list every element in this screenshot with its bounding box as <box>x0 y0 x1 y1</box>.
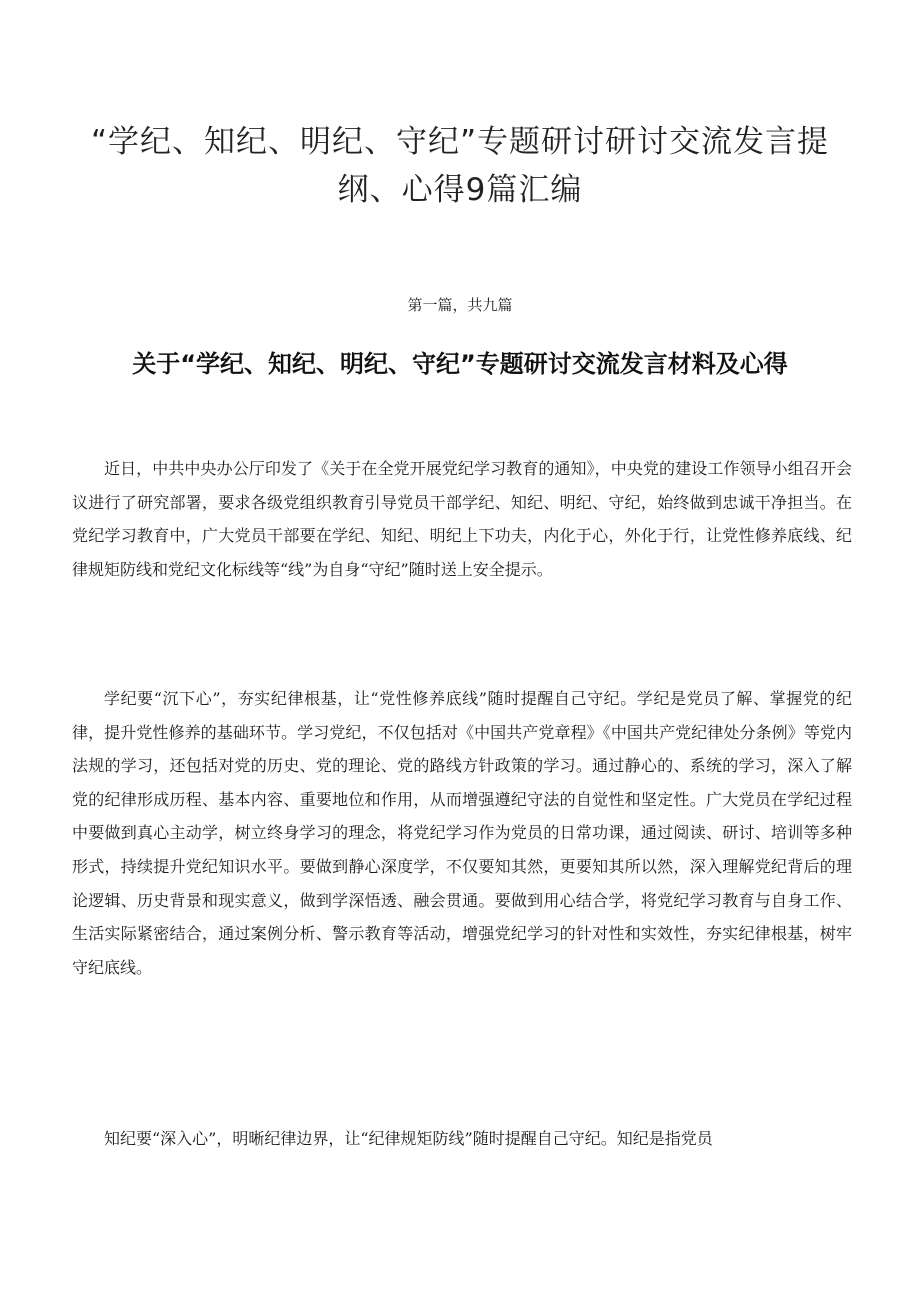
part-label: 第一篇，共九篇 <box>407 296 513 314</box>
paragraph-know-discipline: 知纪要“深入心”，明晰纪律边界，让“纪律规矩防线”随时提醒自己守纪。知纪是指党员 <box>104 1129 713 1148</box>
section-title: 关于“学纪、知纪、明纪、守纪”专题研讨交流发言材料及心得 <box>132 350 788 378</box>
paragraph-study-discipline: 学纪要“沉下心”，夯实纪律根基，让“党性修养底线”随时提醒自己守纪。学纪是党员了解、掌握党的纪律，提升党性修养的基础环节。学习党纪，不仅包括对《中国共产党章程》《中国共产党纪律处分条例》等党内法规的学习，还包括对党的历史、党的理论、党的路线方针政策的学习。通过静心的、系统的学习，深入了解党的纪律形成历程、基本内容、重要地位和作用，从而增强遵纪守法的自觉性和坚定性。广大党员在学纪过程中要做到真心主动学，树立终身学习的理念，将党纪学习作为党员的日常功课，通过阅读、研讨、培训等多种形式，持续提升党纪知识水平。要做到静心深度学，不仅要知其然，更要知其所以然，深入理解党纪背后的理论逻辑、历史背景和现实意义，做到学深悟透、融会贯通。要做到用心结合学，将党纪学习教育与自身工作、生活实际紧密结合，通过案例分析、警示教育等活动，增强党纪学习的针对性和实效性，夯实纪律根基，树牢守纪底线。 <box>72 689 852 977</box>
document-title: “学纪、知纪、明纪、守纪”专题研讨研讨交流发言提纲、心得9篇汇编 <box>90 124 830 208</box>
paragraph-intro: 近日，中共中央办公厅印发了《关于在全党开展党纪学习教育的通知》，中央党的建设工作领导小组召开会议进行了研究部署，要求各级党组织教育引导党员干部学纪、知纪、明纪、守纪，始终做到忠诚干净担当。在党纪学习教育中，广大党员干部要在学纪、知纪、明纪上下功夫，内化于心，外化于行，让党性修养底线、纪律规矩防线和党纪文化标线等“线”为自身“守纪”随时送上安全提示。 <box>72 459 852 579</box>
